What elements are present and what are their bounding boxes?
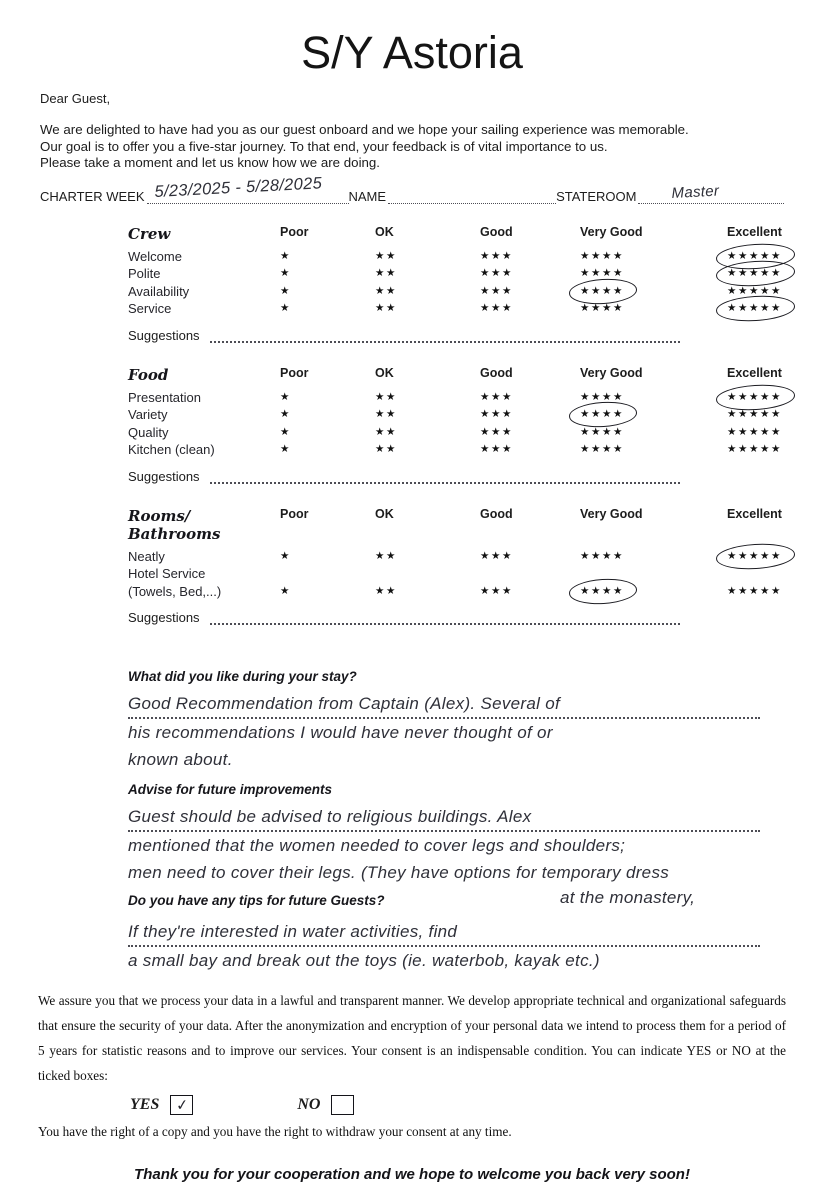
feedback-form-page (0, 28, 824, 1188)
rating-column-header: Excellent (727, 506, 782, 521)
rating-cell-ok[interactable] (375, 283, 480, 301)
stars: ★★ (375, 390, 398, 403)
question-block (128, 669, 760, 773)
stars: ★★★ (480, 284, 514, 297)
rating-cell-ok[interactable] (375, 424, 480, 442)
rating-column-header: Very Good (580, 506, 643, 521)
handwritten-answer-area[interactable] (128, 690, 760, 773)
questions-section (128, 669, 760, 974)
rating-cell-ok[interactable] (375, 300, 480, 318)
rating-column-header: Good (480, 224, 513, 239)
rating-cell-poor[interactable] (280, 389, 375, 407)
circled-stars: ★★★★ (580, 283, 624, 301)
row-label: Variety (128, 407, 168, 423)
closing-message: Thank you for your cooperation and we hope to welcome you back very soon! (134, 1166, 690, 1184)
stars: ★★ (375, 443, 398, 456)
rating-grid (128, 225, 800, 318)
suggestions-row (128, 468, 800, 484)
question-block (128, 782, 760, 909)
stars: ★★ (375, 302, 398, 315)
circled-stars: ★★★★★ (727, 265, 782, 283)
handwritten-answer-line[interactable]: a small bay and break out the toys (ie. waterbob, kayak etc.) (128, 951, 600, 971)
rating-cell-excellent[interactable] (727, 389, 800, 407)
row-label: Quality (128, 424, 169, 440)
rating-cell-good[interactable] (480, 548, 580, 566)
handwritten-answer-line[interactable]: his recommendations I would have never thought of or (128, 723, 553, 743)
stars: ★★★★★ (727, 408, 783, 421)
stars: ★★★ (480, 267, 514, 280)
rating-sections (40, 225, 784, 626)
stars: ★ (280, 284, 292, 297)
stars: ★★★★ (580, 425, 625, 438)
stars: ★ (280, 408, 292, 421)
stars: ★★★★★ (727, 443, 783, 456)
rating-cell-ok[interactable] (375, 389, 480, 407)
rating-cell-very-good[interactable] (580, 300, 727, 318)
row-label: Service (128, 301, 172, 317)
stars: ★★★★ (580, 549, 625, 562)
rating-column-header: OK (375, 224, 394, 239)
rating-cell-ok[interactable] (375, 583, 480, 601)
rating-cell-very-good[interactable] (580, 283, 727, 301)
rating-column-header: Good (480, 506, 513, 521)
stars: ★ (280, 443, 292, 456)
row-label: Neatly Hotel Service (128, 548, 280, 583)
stars: ★ (280, 549, 292, 562)
circled-stars: ★★★★ (580, 406, 624, 424)
circled-stars: ★★★★★ (727, 248, 782, 266)
rating-cell-very-good[interactable] (580, 441, 727, 459)
stars: ★★ (375, 249, 398, 262)
rating-cell-ok[interactable] (375, 248, 480, 266)
suggestions-input-line[interactable] (210, 327, 680, 343)
rating-section (128, 507, 800, 626)
rating-cell-poor[interactable] (280, 265, 375, 283)
stars: ★★★ (480, 249, 514, 262)
rating-cell-very-good[interactable] (580, 406, 727, 424)
stars: ★ (280, 249, 292, 262)
rating-cell-ok[interactable] (375, 441, 480, 459)
stars: ★★★ (480, 408, 514, 421)
rights-statement: You have the right of a copy and you have the right to withdraw your consent at any time. (38, 1124, 512, 1140)
section-title: Rooms/ Bathrooms (128, 506, 221, 543)
charter-week-value: 5/23/2025 - 5/28/2025 (153, 174, 322, 201)
stars: ★★★★ (580, 302, 625, 315)
row-label: Presentation (128, 389, 201, 405)
rating-section (128, 225, 800, 343)
handwritten-answer-line[interactable]: known about. (128, 750, 233, 770)
rating-cell-excellent[interactable] (727, 548, 800, 566)
handwritten-answer-line[interactable]: men need to cover their legs. (They have options for temporary dress (128, 863, 670, 883)
handwritten-answer-line[interactable]: at the monastery, (560, 888, 696, 908)
question-label: Advise for future improvements (128, 782, 333, 798)
stateroom-value: Master (671, 182, 721, 202)
row-label: Welcome (128, 248, 182, 264)
rating-column-header: Very Good (580, 224, 643, 239)
stars: ★★★★ (580, 390, 625, 403)
rating-cell-excellent[interactable] (727, 583, 800, 601)
stars: ★★★ (480, 425, 514, 438)
rating-cell-good[interactable] (480, 283, 580, 301)
rating-column-header: Excellent (727, 365, 782, 380)
rating-cell-poor[interactable] (280, 548, 375, 566)
rating-grid (128, 507, 800, 601)
checkmark-icon: ✓ (174, 1097, 189, 1115)
handwritten-answer-line[interactable]: mentioned that the women needed to cover legs and shoulders; (128, 836, 626, 856)
rating-cell-poor[interactable] (280, 406, 375, 424)
stars: ★★★ (480, 390, 514, 403)
suggestions-label: Suggestions (128, 468, 200, 484)
row-label: Polite (128, 266, 161, 282)
header-fields-row (40, 174, 784, 204)
no-label: NO (297, 1096, 321, 1114)
no-checkbox[interactable] (331, 1095, 354, 1115)
stars: ★★ (375, 408, 398, 421)
name-label: NAME (348, 188, 387, 204)
rating-column-header: OK (375, 506, 394, 521)
stars: ★★★★ (580, 267, 625, 280)
rating-column-header: Poor (280, 506, 309, 521)
stars: ★★★ (480, 549, 514, 562)
question-label: What did you like during your stay? (128, 669, 357, 685)
row-label: Availability (128, 283, 190, 299)
stars: ★ (280, 390, 292, 403)
suggestions-row (128, 609, 800, 625)
rating-column-header: OK (375, 365, 394, 380)
rating-cell-very-good[interactable] (580, 583, 727, 601)
stars: ★★★★★ (727, 425, 783, 438)
rating-column-header: Very Good (580, 365, 643, 380)
circled-stars: ★★★★★ (727, 300, 782, 318)
rating-cell-good[interactable] (480, 424, 580, 442)
rating-cell-good[interactable] (480, 406, 580, 424)
stars: ★★★★ (580, 443, 625, 456)
rating-cell-very-good[interactable] (580, 424, 727, 442)
name-field[interactable] (388, 187, 556, 204)
handwritten-answer-line[interactable]: Good Recommendation from Captain (Alex). Several of (128, 690, 760, 719)
suggestions-label: Suggestions (128, 327, 200, 343)
stars: ★ (280, 584, 292, 597)
rating-cell-excellent[interactable] (727, 265, 800, 283)
intro-line: We are delighted to have had you as our guest onboard and we hope your sailing experience was memorable. (40, 122, 689, 138)
rating-cell-excellent[interactable] (727, 406, 800, 424)
charter-week-label: CHARTER WEEK (40, 188, 145, 204)
rating-cell-good[interactable] (480, 389, 580, 407)
rating-column-header: Poor (280, 365, 309, 380)
rating-column-header: Poor (280, 224, 309, 239)
rating-cell-excellent[interactable] (727, 441, 800, 459)
yes-label: YES (130, 1096, 160, 1114)
stars: ★★★ (480, 302, 514, 315)
rating-cell-excellent[interactable] (727, 300, 800, 318)
stars: ★★ (375, 267, 398, 280)
handwritten-answer-line[interactable]: Guest should be advised to religious buildings. Alex (128, 803, 760, 832)
rating-grid (128, 366, 800, 459)
rating-section (128, 366, 800, 484)
circled-stars: ★★★★ (580, 583, 624, 601)
rating-column-header: Good (480, 365, 513, 380)
rating-cell-good[interactable] (480, 265, 580, 283)
rating-cell-poor[interactable] (280, 441, 375, 459)
stars: ★ (280, 302, 292, 315)
rating-cell-excellent[interactable] (727, 424, 800, 442)
rating-cell-good[interactable] (480, 248, 580, 266)
intro-paragraph (40, 122, 784, 172)
intro-line: Our goal is to offer you a five-star journey. To that end, your feedback is of vital importance to us. (40, 138, 608, 154)
rating-column-header: Excellent (727, 224, 782, 239)
rating-cell-poor[interactable] (280, 583, 375, 601)
rating-cell-ok[interactable] (375, 406, 480, 424)
rating-cell-ok[interactable] (375, 548, 480, 566)
row-label: (Towels, Bed,...) (128, 583, 222, 599)
consent-row (130, 1095, 824, 1115)
intro-line: Please take a moment and let us know how we are doing. (40, 155, 381, 171)
rating-cell-ok[interactable] (375, 265, 480, 283)
rating-cell-poor[interactable] (280, 300, 375, 318)
rating-cell-good[interactable] (480, 583, 580, 601)
stars: ★ (280, 267, 292, 280)
rating-cell-good[interactable] (480, 441, 580, 459)
rating-cell-very-good[interactable] (580, 548, 727, 566)
yes-checkbox[interactable] (170, 1095, 193, 1115)
stars: ★ (280, 425, 292, 438)
rating-cell-very-good[interactable] (580, 248, 727, 266)
suggestions-input-line[interactable] (210, 609, 680, 625)
handwritten-answer-area[interactable] (128, 918, 760, 974)
stars: ★★★ (480, 584, 514, 597)
charter-week-field[interactable] (147, 174, 349, 204)
suggestions-input-line[interactable] (210, 468, 680, 484)
page-title: S/Y Astoria (301, 27, 523, 78)
greeting: Dear Guest, (40, 91, 111, 107)
stars: ★★ (375, 425, 398, 438)
privacy-notice: We assure you that we process your data in a lawful and transparent manner. We develop appropriate technical and organizational safeguards that ensure the security of your data. After the anonymization and encryption of your personal data we intend to process them for a period of 5 years for statistic reasons and to improve our services. Your consent is an indispensable condition. You can indicate YES or NO at the ticked boxes: (38, 993, 786, 1084)
circled-stars: ★★★★★ (727, 389, 782, 407)
rating-cell-poor[interactable] (280, 248, 375, 266)
stars: ★★★ (480, 443, 514, 456)
stars: ★★★★ (580, 249, 625, 262)
stars: ★★ (375, 284, 398, 297)
stars: ★★★★★ (727, 284, 783, 297)
stateroom-label: STATEROOM (556, 188, 637, 204)
stars: ★★★★★ (727, 584, 783, 597)
suggestions-row (128, 327, 800, 343)
stateroom-field[interactable] (638, 182, 784, 204)
suggestions-label: Suggestions (128, 610, 200, 626)
stars: ★★ (375, 584, 398, 597)
section-title: Crew (128, 224, 171, 243)
form-body (40, 91, 784, 974)
stars: ★★ (375, 549, 398, 562)
row-label: Kitchen (clean) (128, 442, 215, 458)
rating-cell-poor[interactable] (280, 283, 375, 301)
row-sublabel: Hotel Service (128, 566, 206, 582)
circled-stars: ★★★★★ (727, 548, 782, 566)
handwritten-answer-line[interactable]: If they're interested in water activities, find (128, 918, 760, 947)
question-label: Do you have any tips for future Guests? (128, 893, 385, 909)
rating-cell-poor[interactable] (280, 424, 375, 442)
section-title: Food (128, 365, 169, 384)
rating-cell-good[interactable] (480, 300, 580, 318)
